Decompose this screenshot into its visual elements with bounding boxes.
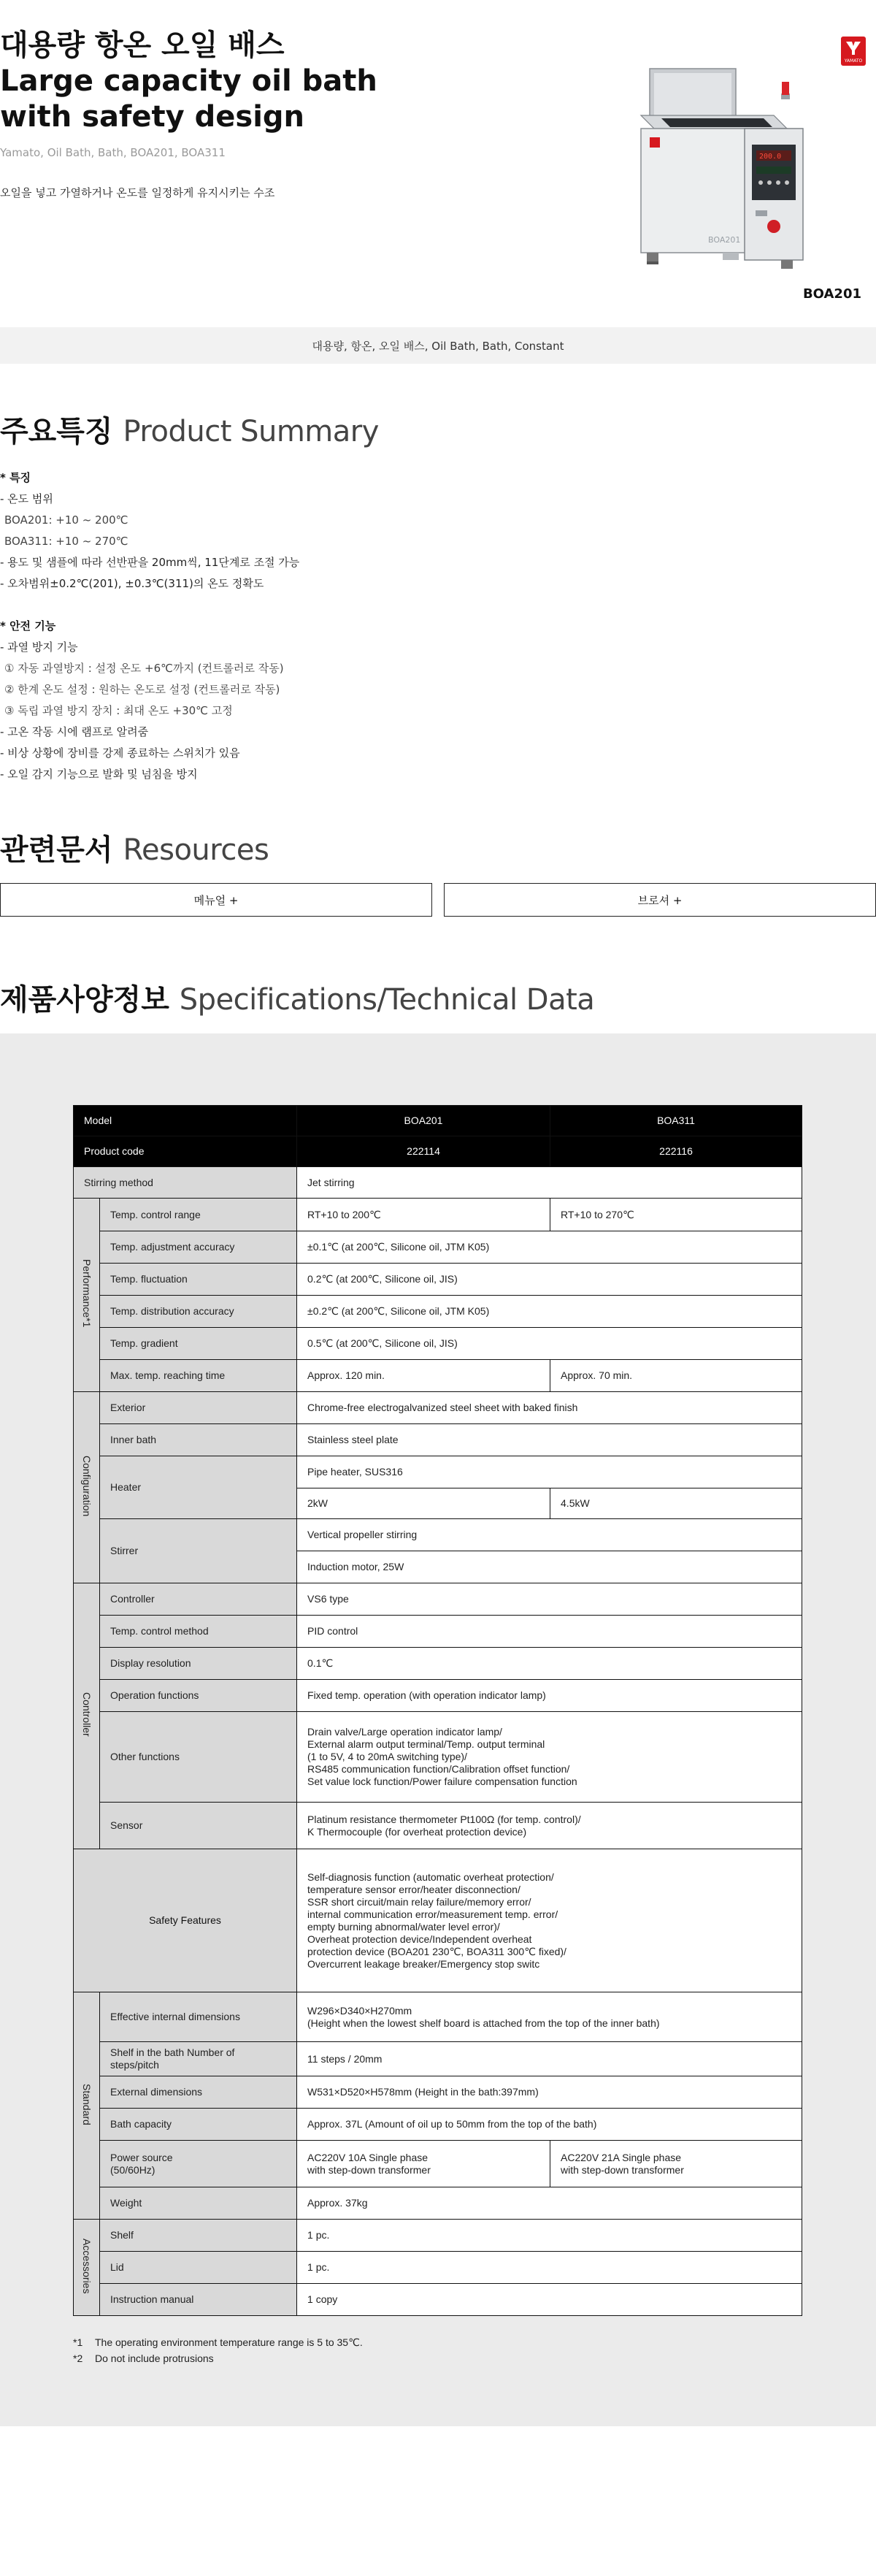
value-line: Platinum resistance thermometer Pt100Ω (for temp. control)/ [307,1813,581,1825]
row-value [297,1712,802,1803]
row-label: Shelf [100,2220,297,2252]
row-value: ±0.2℃ (at 200℃, Silicone oil, JTM K05) [297,1296,802,1328]
table-header-row [74,1106,802,1136]
label-line: (50/60Hz) [110,2163,155,2176]
footnote-text: Do not include protrusions [95,2353,214,2364]
keyword-tags: Yamato, Oil Bath, Bath, BOA201, BOA311 [0,146,226,159]
row-value: 4.5kW [550,1488,802,1519]
specs-heading [0,983,594,1017]
row-label: Stirrer [100,1519,297,1583]
table-row [74,1616,802,1648]
table-row [74,2141,802,2187]
table-row [74,2076,802,2109]
table-row [74,1712,802,1803]
row-label: Effective internal dimensions [100,1992,297,2042]
table-row [74,1167,802,1199]
table-row [74,1424,802,1456]
row-value: 2kW [297,1488,550,1519]
row-value: 11 steps / 20mm [297,2042,802,2076]
value-line: Overheat protection device/Independent overheat [307,1933,532,1945]
feature-title: * 특징 [0,471,31,484]
table-row [74,1648,802,1680]
row-value: Approx. 37kg [297,2187,802,2220]
product-image-caption: BOA201 [802,286,861,302]
row-value: Jet stirring [297,1167,802,1199]
row-label: Shelf in the bath Number of steps/pitch [100,2042,297,2076]
footnote [73,2334,363,2350]
category-performance [74,1199,100,1392]
table-row [74,1803,802,1849]
table-row [74,2109,802,2141]
category-controller [74,1583,100,1849]
header-cell: 222116 [550,1136,802,1167]
value-line: External alarm output terminal/Temp. output terminal [307,1738,545,1750]
spec-footnotes [73,2334,363,2366]
row-label: Inner bath [100,1424,297,1456]
table-row [74,1360,802,1392]
table-row [74,1296,802,1328]
row-value: RT+10 to 270℃ [550,1199,802,1231]
footnote-mark: *2 [73,2353,83,2364]
row-label: Display resolution [100,1648,297,1680]
table-row [74,2187,802,2220]
table-row [74,2284,802,2316]
safety-group [0,616,876,785]
page-title [0,28,599,135]
row-label: Temp. distribution accuracy [100,1296,297,1328]
list-item: - 오일 감지 기능으로 발화 및 넘침을 방지 [0,768,198,781]
table-row [74,1992,802,2042]
value-line: (Height when the lowest shelf board is attached from the top of the inner bath) [307,2017,660,2029]
row-value: 1 copy [297,2284,802,2316]
row-label [100,2141,297,2187]
row-label: External dimensions [100,2076,297,2109]
row-label: Operation functions [100,1680,297,1712]
list-item: BOA311: +10 ~ 270℃ [4,535,128,548]
row-label: Controller [100,1583,297,1616]
value-line: W296×D340×H270mm [307,2004,412,2017]
list-item: ③ 독립 과열 방지 장치 : 최대 온도 +30℃ 고정 [4,704,233,717]
row-label: Instruction manual [100,2284,297,2316]
value-line: protection device (BOA201 230℃, BOA311 300℃ fixed)/ [307,1945,566,1957]
row-label: Other functions [100,1712,297,1803]
list-item: - 온도 범위 [0,492,53,505]
category-configuration [74,1392,100,1583]
row-value: Induction motor, 25W [297,1551,802,1583]
category-label: Configuration [81,1455,93,1517]
panel-label: BOA201 [708,235,741,245]
row-value: Stainless steel plate [297,1424,802,1456]
row-label: Temp. control method [100,1616,297,1648]
row-value [297,1992,802,2042]
header-cell: Product code [74,1136,297,1167]
title-line-korean: 대용량 항온 오일 배스 [0,28,285,62]
row-value: Chrome-free electrogalvanized steel sheet with baked finish [297,1392,802,1424]
value-line: internal communication error/measurement temp. error/ [307,1908,558,1920]
table-row [74,1264,802,1296]
row-label: Safety Features [74,1849,297,1992]
row-label: Stirring method [74,1167,297,1199]
brand-mark-icon [845,40,862,56]
specs-heading-english: Specifications/Technical Data [179,983,595,1017]
row-value [297,1849,802,1992]
value-line: K Thermocouple (for overheat protection device) [307,1825,527,1838]
row-value: Pipe heater, SUS316 [297,1456,802,1488]
table-row [74,2220,802,2252]
category-label: Controller [81,1692,93,1737]
row-label: Lid [100,2252,297,2284]
table-row [74,2252,802,2284]
value-line: Self-diagnosis function (automatic overheat protection/ [307,1870,554,1883]
row-label: Temp. gradient [100,1328,297,1360]
value-line: Overcurrent leakage breaker/Emergency stop switc [307,1957,540,1970]
row-value [297,1803,802,1849]
row-label: Temp. adjustment accuracy [100,1231,297,1264]
value-line: SSR short circuit/main relay failure/memory error/ [307,1895,531,1908]
table-row [74,1680,802,1712]
row-value: 0.2℃ (at 200℃, Silicone oil, JIS) [297,1264,802,1296]
list-item: - 고온 작동 시에 램프로 알려줌 [0,725,149,738]
row-value: 1 pc. [297,2220,802,2252]
row-value: 0.1℃ [297,1648,802,1680]
table-row [74,1328,802,1360]
table-header-row [74,1136,802,1167]
table-row [74,1199,802,1231]
row-label: Temp. fluctuation [100,1264,297,1296]
row-label: Sensor [100,1803,297,1849]
row-value [297,2141,550,2187]
category-label: Standard [81,2083,93,2125]
table-row [74,1583,802,1616]
row-value: Vertical propeller stirring [297,1519,802,1551]
list-item: - 비상 상황에 장비를 강제 종료하는 스위치가 있음 [0,746,240,760]
row-value: ±0.1℃ (at 200℃, Silicone oil, JTM K05) [297,1231,802,1264]
table-row [74,1519,802,1551]
row-label: Temp. control range [100,1199,297,1231]
footnote-mark: *1 [73,2336,83,2348]
table-row [74,1392,802,1424]
list-item: - 과열 방지 기능 [0,641,78,654]
keyword-bar: 대용량, 항온, 오일 배스, Oil Bath, Bath, Constant [0,327,876,364]
table-row [74,1456,802,1488]
value-line: temperature sensor error/heater disconnection/ [307,1883,520,1895]
value-line: Drain valve/Large operation indicator lamp/ [307,1726,502,1738]
row-label: Weight [100,2187,297,2220]
resources-heading-korean: 관련문서 [0,833,113,867]
table-row [74,1849,802,1992]
value-line: AC220V 10A Single phase [307,2151,429,2163]
value-line: AC220V 21A Single phase [561,2151,682,2163]
header-cell: BOA201 [297,1106,550,1136]
product-image [635,64,832,276]
header-cell: BOA311 [550,1106,802,1136]
brochure-download-button[interactable]: 브로셔 + [444,883,876,917]
row-label: Exterior [100,1392,297,1424]
row-label: Max. temp. reaching time [100,1360,297,1392]
row-value: Approx. 70 min. [550,1360,802,1392]
row-value: RT+10 to 200℃ [297,1199,550,1231]
row-value: Approx. 37L (Amount of oil up to 50mm from the top of the bath) [297,2109,802,2141]
spec-table [73,1105,802,2316]
row-value: 1 pc. [297,2252,802,2284]
product-description: 오일을 넣고 가열하거나 온도를 일정하게 유지시키는 수조 [0,186,275,199]
specs-heading-korean: 제품사양정보 [0,983,169,1017]
list-item: ① 자동 과열방지 : 설정 온도 +6℃까지 (컨트롤러로 작동) [4,662,284,675]
safety-title: * 안전 기능 [0,619,56,632]
value-line: with step-down transformer [561,2163,684,2176]
list-item: - 용도 및 샘플에 따라 선반판을 20mm씩, 11단계로 조절 가능 [0,556,300,569]
row-label: Bath capacity [100,2109,297,2141]
row-value: Fixed temp. operation (with operation indicator lamp) [297,1680,802,1712]
footnote [73,2350,363,2366]
value-line: with step-down transformer [307,2163,431,2176]
category-accessories [74,2220,100,2316]
feature-group [0,467,876,595]
category-label: Performance*1 [81,1259,93,1328]
header-cell: Model [74,1106,297,1136]
header-cell: 222114 [297,1136,550,1167]
list-item: - 오차범위±0.2℃(201), ±0.3℃(311)의 온도 정확도 [0,577,264,590]
hero-section [0,0,876,321]
row-label: Heater [100,1456,297,1519]
list-item: BOA201: +10 ~ 200℃ [4,513,128,527]
row-value: 0.5℃ (at 200℃, Silicone oil, JIS) [297,1328,802,1360]
row-value: PID control [297,1616,802,1648]
manual-download-button[interactable]: 메뉴얼 + [0,883,432,917]
summary-content [0,467,876,806]
title-line-english-1: Large capacity oil bath [0,64,377,98]
row-value: Approx. 120 min. [297,1360,550,1392]
list-item: ② 한계 온도 설정 : 원하는 온도로 설정 (컨트롤러로 작동) [4,683,280,696]
category-standard [74,1992,100,2220]
table-row [74,2042,802,2076]
value-line: Set value lock function/Power failure compensation function [307,1776,577,1787]
row-value: VS6 type [297,1583,802,1616]
table-row [74,1231,802,1264]
footnote-text: The operating environment temperature range is 5 to 35℃. [95,2336,363,2348]
summary-heading [0,415,379,448]
label-line: Power source [110,2151,173,2163]
value-line: RS485 communication function/Calibration offset function/ [307,1763,570,1775]
logo-text: YAMATO [844,58,863,64]
resources-heading-english: Resources [123,833,269,867]
summary-heading-korean: 주요특징 [0,415,113,448]
resources-heading [0,833,269,867]
row-value: W531×D520×H578mm (Height in the bath:397mm) [297,2076,802,2109]
value-line: empty burning abnormal/water level error)/ [307,1920,500,1933]
category-label: Accessories [81,2238,93,2294]
row-value [550,2141,802,2187]
summary-heading-english: Product Summary [123,415,379,448]
svg-text:200.0: 200.0 [759,153,782,161]
brand-logo[interactable] [841,37,866,66]
value-line: (1 to 5V, 4 to 20mA switching type)/ [307,1751,467,1762]
title-line-english-2: with safety design [0,100,305,134]
